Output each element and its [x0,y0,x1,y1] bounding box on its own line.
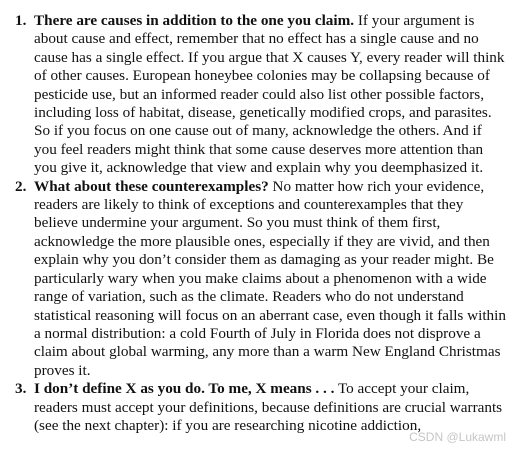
item-number: 1. [15,12,27,29]
item-number: 2. [15,177,27,195]
document-page [0,12,516,435]
item-number: 3. [15,380,27,398]
item-body: If your argument is about cause and effect, remember that no effect has a single cause and no cause has a single effect. If you argue that X causes Y, every reader will think of other causes. European honeybee colonies may be collapsing because of pesticide use, but an informed reader could also list other possible factors, including loss of habitat, disease, genetically modified crops, and parasites. So if you focus on one cause out of many, acknowledge the others. And if you feel readers might think that some cause deserves more attention than you give it, acknowledge that view and explain why you deemphasized it. [34,12,505,177]
item-body: To accept your claim, readers must accept your definitions, because definitions are crucial warrants (see the next chapter): if you are researching nicotine addiction, [34,380,503,434]
item-heading: What about these counterexamples? [34,177,269,195]
list-item-2 [0,178,516,380]
watermark: CSDN @Lukawml [409,430,506,444]
item-heading: There are causes in addition to the one you claim. [34,12,355,29]
item-body: No matter how rich your evidence, readers are likely to think of exceptions and counterexamples that they believe undermine your argument. So you must think of them first, acknowledge the more plausible ones, especially if they are vivid, and then explain why you don’t consider them as damaging as your reader might. Be particularly wary when you make claims about a phenomenon with a wide range of variation, such as the climate. Readers who do not understand statistical reasoning will focus on an aberrant case, even though it falls within a normal distribution: a cold Fourth of July in Florida does not disprove a claim about global warming, any more than a warm New England Christmas proves it. [34,177,506,379]
list-item-1 [0,12,516,178]
objection-list [0,12,516,435]
item-heading: I don’t define X as you do. To me, X means . . . [34,380,335,398]
list-item-3 [0,380,516,435]
